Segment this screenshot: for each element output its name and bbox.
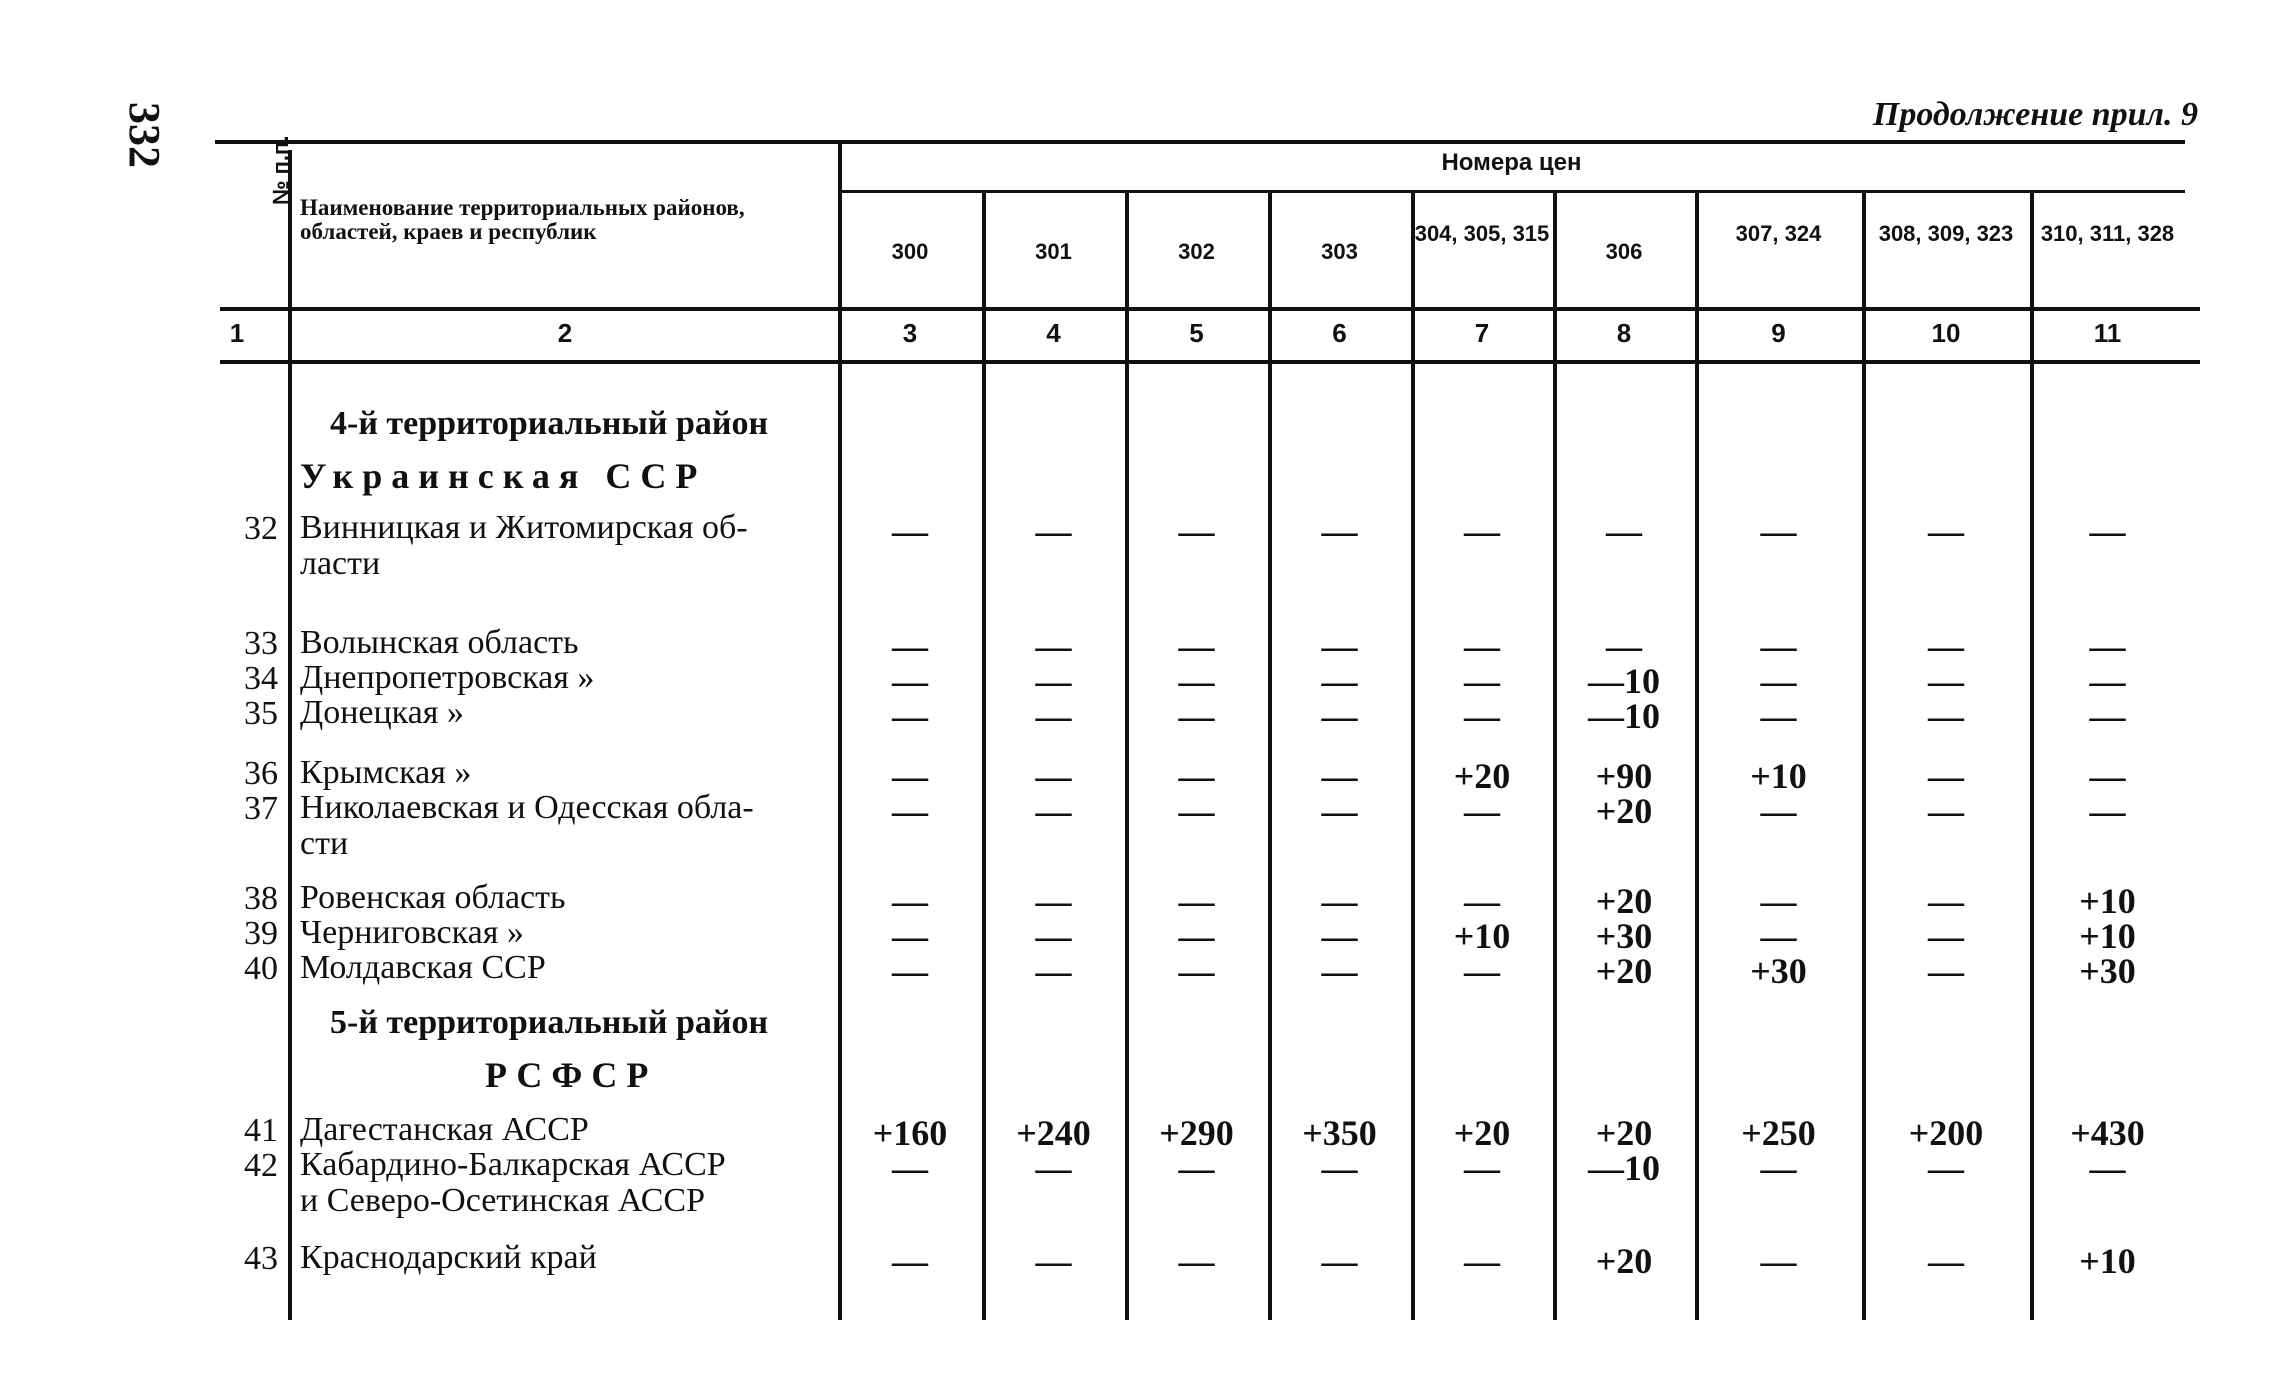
price-cell: +20: [1595, 791, 1653, 831]
price-cell: —: [1760, 1241, 1797, 1281]
price-cell: —: [1178, 1148, 1215, 1188]
price-cell: —: [1178, 511, 1215, 551]
price-cell: +20: [1595, 951, 1653, 991]
price-cell: —: [892, 951, 928, 991]
price-cell: —: [1178, 696, 1215, 736]
price-cell: —: [1321, 951, 1358, 991]
price-cell: —: [1178, 881, 1215, 921]
price-column-header: 303: [1321, 239, 1358, 264]
row-name: Донецкая »: [300, 694, 464, 731]
price-cell: +290: [1159, 1113, 1234, 1153]
name-column-header: Наименование территориальных районов, областей, краев и республик: [300, 195, 745, 245]
price-cell: —: [1928, 951, 1964, 991]
price-cell: —: [1178, 951, 1215, 991]
price-cell: —10: [1588, 1148, 1660, 1188]
price-cell: —: [1928, 791, 1964, 831]
price-cell: —: [1178, 1241, 1215, 1281]
row-number: 37: [244, 790, 278, 827]
price-cell: +30: [1595, 916, 1653, 956]
colnum-bottom-rule: [220, 360, 2200, 364]
price-cell: +20: [1595, 1241, 1653, 1281]
price-cell: —: [892, 791, 928, 831]
price-cell: —: [892, 756, 928, 796]
price-cell: —: [892, 1241, 928, 1281]
row-number: 39: [244, 915, 278, 952]
group-rule: [838, 190, 2185, 193]
price-cell: —: [1464, 661, 1500, 701]
column-number: 4: [1046, 318, 1061, 348]
price-cell: —: [1464, 1148, 1500, 1188]
price-cell: —: [1178, 661, 1215, 701]
price-cell: —: [892, 626, 928, 666]
price-cell: +200: [1908, 1113, 1984, 1153]
row-number: 43: [244, 1240, 278, 1277]
price-cell: —: [1760, 696, 1797, 736]
row-number: 38: [244, 880, 278, 917]
price-cell: +240: [1016, 1113, 1091, 1153]
price-cell: —: [1464, 1241, 1500, 1281]
price-cell: —: [1035, 951, 1072, 991]
price-cell: —: [1464, 881, 1500, 921]
district-heading-4: 4-й территориальный район: [330, 405, 769, 442]
price-cell: —: [1464, 791, 1500, 831]
price-cell: —10: [1588, 661, 1660, 701]
price-cell: —: [1321, 511, 1358, 551]
row-name: Краснодарский край: [300, 1239, 597, 1276]
row-number: 36: [244, 755, 278, 792]
price-cell: —: [1928, 916, 1964, 956]
price-cell: —: [1321, 1148, 1358, 1188]
price-cell: —: [1928, 1148, 1964, 1188]
price-cell: +160: [872, 1113, 948, 1153]
price-cell: —: [1928, 1241, 1964, 1281]
price-column-header: 302: [1178, 239, 1215, 264]
price-cell: —: [1760, 881, 1797, 921]
header-bottom-rule: [220, 307, 2200, 311]
price-cell: —: [1178, 791, 1215, 831]
column-number: 1: [229, 318, 245, 348]
column-number: 8: [1616, 318, 1632, 348]
price-cell: +10: [2079, 1241, 2136, 1281]
district-heading-5: 5-й территориальный район: [330, 1004, 769, 1041]
row-name: Кабардино-Балкарская АССР: [300, 1146, 726, 1183]
price-cell: —: [1035, 916, 1072, 956]
row-number: 32: [244, 510, 278, 547]
continuation-note: Продолжение прил. 9: [1872, 96, 2198, 133]
price-cell: +10: [2079, 916, 2136, 956]
row-number: 41: [244, 1112, 278, 1149]
price-cell: —: [1606, 626, 1642, 666]
price-cell: —: [1928, 511, 1964, 551]
price-column-header: 306: [1605, 239, 1643, 264]
price-cell: —: [1464, 511, 1500, 551]
price-cell: —: [2089, 1148, 2126, 1188]
price-cell: —: [1035, 1148, 1072, 1188]
price-cell: +30: [2079, 951, 2136, 991]
price-cell: +20: [1595, 881, 1653, 921]
column-number: 11: [2093, 318, 2122, 348]
row-name: Ровенская область: [300, 879, 566, 916]
price-cell: —: [1321, 916, 1358, 956]
price-cell: —: [2089, 661, 2126, 701]
price-cell: —: [892, 1148, 928, 1188]
column-number: 7: [1474, 318, 1490, 348]
price-cell: —: [892, 916, 928, 956]
price-cell: —: [1464, 696, 1500, 736]
price-cell: +90: [1595, 756, 1653, 796]
row-name: Дагестанская АССР: [300, 1111, 589, 1148]
row-name: Молдавская ССР: [300, 949, 546, 986]
price-cell: —: [892, 881, 928, 921]
price-cell: —: [1178, 756, 1215, 796]
price-column-header: 301: [1035, 239, 1072, 264]
price-cell: —: [1760, 661, 1797, 701]
price-cell: —: [1606, 511, 1642, 551]
price-cell: —: [2089, 626, 2126, 666]
price-cell: +250: [1741, 1113, 1816, 1153]
row-name: Винницкая и Житомирская об-: [300, 509, 748, 546]
republic-heading-ukr: Украинская ССР: [300, 456, 707, 496]
price-cell: +10: [2079, 881, 2136, 921]
price-cell: —: [892, 661, 928, 701]
price-cell: —: [1760, 1148, 1797, 1188]
row-number: 35: [244, 695, 278, 732]
price-cell: —: [1178, 916, 1215, 956]
price-cell: +20: [1453, 756, 1511, 796]
price-cell: —: [1928, 881, 1964, 921]
row-name: Черниговская »: [300, 914, 524, 951]
price-cell: —: [1035, 1241, 1072, 1281]
price-cell: —: [892, 511, 928, 551]
price-cell: +350: [1302, 1113, 1377, 1153]
price-cell: —: [1928, 661, 1964, 701]
row-number: 40: [244, 950, 278, 987]
column-number: 3: [902, 318, 918, 348]
price-cell: —: [1035, 756, 1072, 796]
row-name: Николаевская и Одесская обла-: [300, 789, 754, 826]
price-cell: —: [1321, 881, 1358, 921]
price-cell: —: [1321, 626, 1358, 666]
row-name-continued: и Северо-Осетинская АССР: [300, 1182, 705, 1219]
price-cell: —: [1035, 696, 1072, 736]
price-cell: —10: [1588, 696, 1660, 736]
price-cell: —: [1321, 1241, 1358, 1281]
price-cell: +30: [1750, 951, 1807, 991]
price-cell: —: [2089, 791, 2126, 831]
price-cell: —: [1928, 756, 1964, 796]
column-number: 10: [1931, 318, 1961, 348]
price-cell: —: [1035, 791, 1072, 831]
price-cell: +430: [2070, 1113, 2145, 1153]
price-cell: —: [1035, 626, 1072, 666]
price-cell: +20: [1453, 1113, 1511, 1153]
price-column-header: 300: [891, 239, 929, 264]
price-cell: —: [1035, 661, 1072, 701]
row-number-header: № п.п.: [268, 135, 293, 205]
price-column-header: 308, 309, 323: [1878, 221, 2014, 246]
row-number: 33: [244, 625, 278, 662]
row-name: Днепропетровская »: [300, 659, 595, 696]
price-column-header: 310, 311, 328: [2040, 221, 2175, 246]
price-cell: —: [1928, 696, 1964, 736]
column-number: 9: [1771, 318, 1786, 348]
price-cell: —: [1178, 626, 1215, 666]
row-number: 34: [244, 660, 278, 697]
price-cell: —: [1928, 626, 1964, 666]
page-number: 332: [120, 102, 169, 168]
price-cell: —: [1760, 626, 1797, 666]
price-cell: —: [1464, 626, 1500, 666]
row-name: Крымская »: [300, 754, 472, 791]
price-cell: —: [2089, 756, 2126, 796]
column-number: 6: [1332, 318, 1347, 348]
price-cell: +20: [1595, 1113, 1653, 1153]
row-number: 42: [244, 1147, 278, 1184]
price-cell: —: [1321, 696, 1358, 736]
republic-heading-rsfsr: РСФСР: [485, 1055, 658, 1095]
row-name-continued: сти: [300, 825, 349, 862]
price-cell: —: [1760, 916, 1797, 956]
price-cell: —: [1321, 791, 1358, 831]
price-cell: +10: [1750, 756, 1807, 796]
price-cell: +10: [1453, 916, 1511, 956]
price-cell: —: [2089, 511, 2126, 551]
price-cell: —: [1035, 511, 1072, 551]
price-cell: —: [1035, 881, 1072, 921]
price-cell: —: [1321, 756, 1358, 796]
price-cell: —: [892, 696, 928, 736]
price-cell: —: [1464, 951, 1500, 991]
price-cell: —: [1760, 791, 1797, 831]
top-rule: [215, 140, 2185, 144]
price-column-header: 304, 305, 315: [1414, 221, 1550, 246]
price-cell: —: [2089, 696, 2126, 736]
price-cell: —: [1760, 511, 1797, 551]
column-number: 2: [557, 318, 573, 348]
row-name: Волынская область: [300, 624, 579, 661]
column-number: 5: [1189, 318, 1204, 348]
price-cell: —: [1321, 661, 1358, 701]
row-name-continued: ласти: [300, 545, 381, 582]
price-column-header: 307, 324: [1735, 221, 1822, 246]
price-group-header: Номера цен: [1441, 149, 1582, 176]
